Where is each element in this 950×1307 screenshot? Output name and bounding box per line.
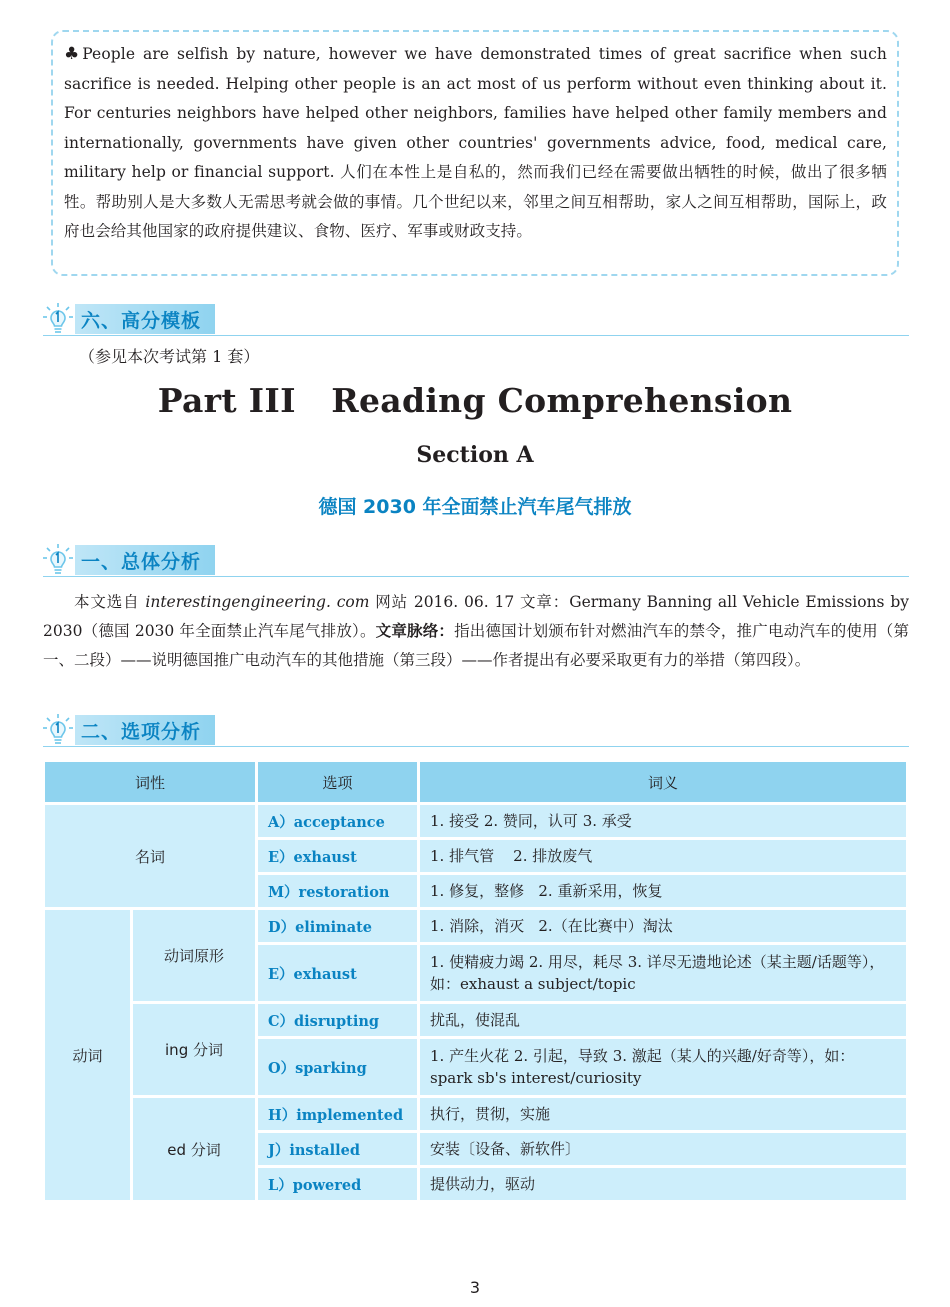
verb-form-base: 动词原形 xyxy=(133,910,255,1001)
section-title: Section A xyxy=(416,442,534,468)
option-cell: D）eliminate xyxy=(258,910,417,942)
meaning-cell: 扰乱，使混乱 xyxy=(420,1004,906,1036)
verb-form-ed: ed 分词 xyxy=(133,1098,255,1200)
meaning-cell: 1. 消除，消灭 2.（在比赛中）淘汰 xyxy=(420,910,906,942)
divider xyxy=(43,576,909,577)
option-cell: H）implemented xyxy=(258,1098,417,1130)
section-header-template xyxy=(43,300,909,340)
meaning-cell: 1. 修复，整修 2. 重新采用，恢复 xyxy=(420,875,906,907)
pos-verb: 动词 xyxy=(45,910,130,1200)
option-cell: A）acceptance xyxy=(258,805,417,837)
pos-noun: 名词 xyxy=(45,805,255,907)
section-header-options xyxy=(43,711,909,751)
part-title: Part III Reading Comprehension xyxy=(157,381,793,420)
option-cell: E）exhaust xyxy=(258,840,417,872)
section-title-overview: 一、总体分析 xyxy=(81,551,202,573)
meaning-cell: 1. 产生火花 2. 引起，导致 3. 激起（某人的兴趣/好奇等），如：spark sb's interest/curiosity xyxy=(420,1039,906,1095)
outline-text: 指出德国计划颁布针对燃油汽车的禁令，推广电动汽车的使用（第一、二段）——说明德国推广电动汽车的其他措施（第三段）——作者提出有必要采取更有力的举措（第四段）。 xyxy=(43,622,909,669)
divider xyxy=(43,335,909,336)
section-title-template: 六、高分模板 xyxy=(81,310,202,332)
option-cell: J）installed xyxy=(258,1133,417,1165)
page-number: 3 xyxy=(469,1278,481,1297)
meaning-cell: 安装〔设备、新软件〕 xyxy=(420,1133,906,1165)
table-header-row xyxy=(45,762,906,802)
option-cell: E）exhaust xyxy=(258,945,417,1001)
section-title-options: 二、选项分析 xyxy=(81,721,202,743)
section-header-overview xyxy=(43,541,909,581)
table-row xyxy=(45,1098,906,1130)
quote-english: People are selfish by nature, however we have demonstrated times of great sacrifice when such sacrifice is needed. Helping other people is an act most of us perform without even thinking about it. For centuries neighbors have helped other neighbors, families have helped other family members and internationally, governments have given other countries' governments advice, food, medical care, military help or financial support. xyxy=(64,45,887,181)
quote-box xyxy=(51,30,899,276)
quote-chinese: 人们在本性上是自私的，然而我们已经在需要做出牺牲的时候，做出了很多牺牲。帮助别人是大多数人无需思考就会做的事情。几个世纪以来，邻里之间互相帮助，家人之间互相帮助，国际上，政府也会给其他国家的政府提供建议、食物、医疗、军事或财政支持。 xyxy=(64,163,887,240)
option-cell: O）sparking xyxy=(258,1039,417,1095)
table-row xyxy=(45,805,906,837)
meaning-cell: 1. 接受 2. 赞同，认可 3. 承受 xyxy=(420,805,906,837)
column-header: 选项 xyxy=(258,762,417,802)
divider xyxy=(43,746,909,747)
option-cell: C）disrupting xyxy=(258,1004,417,1036)
meaning-cell: 提供动力，驱动 xyxy=(420,1168,906,1200)
reference-note: （参见本次考试第 1 套） xyxy=(79,347,260,366)
article-title: 德国 2030 年全面禁止汽车尾气排放 xyxy=(318,496,632,518)
outline-label: 文章脉络： xyxy=(375,622,455,640)
column-header: 词义 xyxy=(420,762,906,802)
lightbulb-icon xyxy=(43,302,73,336)
source-site: interestingengineering. com xyxy=(145,593,370,611)
meaning-cell: 1. 排气管 2. 排放废气 xyxy=(420,840,906,872)
article-summary: 本文选自 interestingengineering. com 网站 2016. 06. 17 文章：Germany Banning all Vehicle Emissions by 2030（德国 2030 年全面禁止汽车尾气排放）。文章脉络：指出德国计划颁布针对燃油汽车的禁令，推广电动汽车的使用（第一、二段）——说明德国推广电动汽车的其他措施（第三段）——作者提出有必要采取更有力的举措（第四段）。 xyxy=(43,593,909,669)
quote-text xyxy=(64,40,887,247)
meaning-cell: 1. 使精疲力竭 2. 用尽，耗尽 3. 详尽无遗地论述（某主题/话题等），如：exhaust a subject/topic xyxy=(420,945,906,1001)
lightbulb-icon xyxy=(43,713,73,747)
vocabulary-table xyxy=(42,759,909,1203)
club-icon: ♣ xyxy=(64,44,83,64)
option-cell: L）powered xyxy=(258,1168,417,1200)
meaning-cell: 执行，贯彻，实施 xyxy=(420,1098,906,1130)
verb-form-ing: ing 分词 xyxy=(133,1004,255,1095)
table-row xyxy=(45,1004,906,1036)
table-row xyxy=(45,910,906,942)
column-header: 词性 xyxy=(45,762,255,802)
option-cell: M）restoration xyxy=(258,875,417,907)
lightbulb-icon xyxy=(43,543,73,577)
